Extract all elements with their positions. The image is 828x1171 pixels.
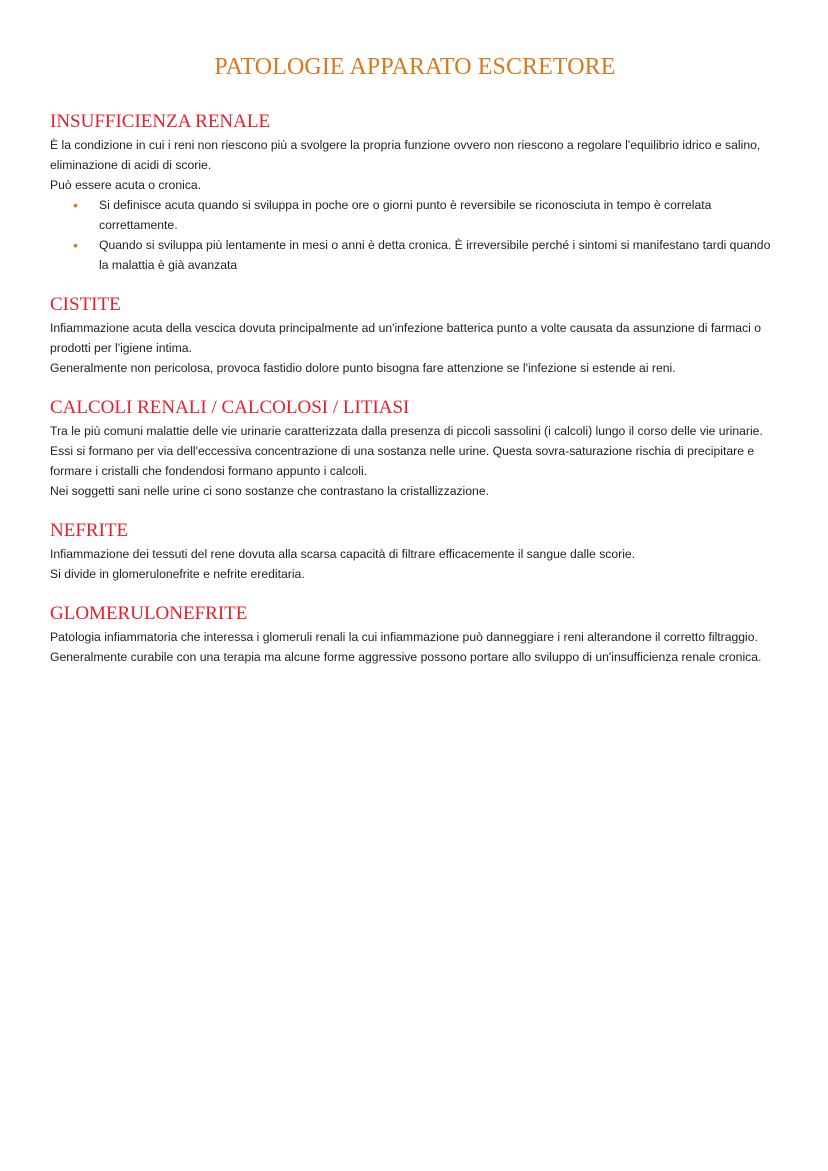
section-heading-glomerulonefrite: GLOMERULONEFRITE (50, 603, 248, 624)
section-paragraph: Infiammazione dei tessuti del rene dovuta alla scarsa capacità di filtrare efficacemente il sangue dalle scorie. (50, 547, 636, 561)
section-paragraph: Infiammazione acuta della vescica dovuta principalmente ad un'infezione batterica punto a volte causata da assunzione di farmaci o prodotti per l'igiene intima. (50, 321, 761, 355)
section-heading-cistite: CISTITE (50, 294, 121, 315)
section-heading-nefrite: NEFRITE (50, 520, 129, 541)
section-paragraph: Essi si formano per via dell'eccessiva concentrazione di una sostanza nelle urine. Questa sovra-saturazione rischia di precipitare e formare i cristalli che fondendosi formano appunto i calcoli. (50, 444, 755, 478)
section-heading-insufficienza-renale: INSUFFICIENZA RENALE (50, 111, 271, 132)
bullet-item: • Quando si sviluppa più lentamente in mesi o anni è detta cronica. È irreversibile perché i sintomi si manifestano tardi quando la malattia è già avanzata (50, 235, 780, 275)
section-cistite (50, 293, 780, 378)
bullet-item: • Si definisce acuta quando si sviluppa in poche ore o giorni punto è reversibile se riconosciuta in tempo è correlata correttamente. (50, 195, 780, 235)
section-paragraph: Si divide in glomerulonefrite e nefrite ereditaria. (50, 567, 305, 581)
section-heading-calcoli-renali: CALCOLI RENALI / CALCOLOSI / LITIASI (50, 397, 410, 418)
section-insufficienza-renale (50, 110, 780, 275)
section-calcoli-renali (50, 396, 780, 501)
bullet-list (50, 195, 780, 275)
section-paragraph: Può essere acuta o cronica. (50, 178, 202, 192)
section-paragraph: Tra le più comuni malattie delle vie urinarie caratterizzata dalla presenza di piccoli sassolini (i calcoli) lungo il corso delle vie urinarie. (50, 424, 763, 438)
document-title: PATOLOGIE APPARATO ESCRETORE (214, 54, 616, 80)
section-paragraph: Nei soggetti sani nelle urine ci sono sostanze che contrastano la cristallizzazione. (50, 484, 489, 498)
section-paragraph: Generalmente non pericolosa, provoca fastidio dolore punto bisogna fare attenzione se l'infezione si estende ai reni. (50, 361, 676, 375)
section-paragraph: È la condizione in cui i reni non riescono più a svolgere la propria funzione ovvero non riescono a regolare l'equilibrio idrico e salino, eliminazione di acidi di scorie. (50, 138, 761, 172)
section-glomerulonefrite (50, 602, 780, 667)
section-paragraph: Patologia infiammatoria che interessa i glomeruli renali la cui infiammazione può danneggiare i reni alterandone il corretto filtraggio. Generalmente curabile con una terapia ma alcune forme aggressive possono portare allo sviluppo di un'insufficienza renale cronica. (50, 630, 762, 664)
document-page (50, 50, 780, 685)
section-nefrite (50, 519, 780, 584)
